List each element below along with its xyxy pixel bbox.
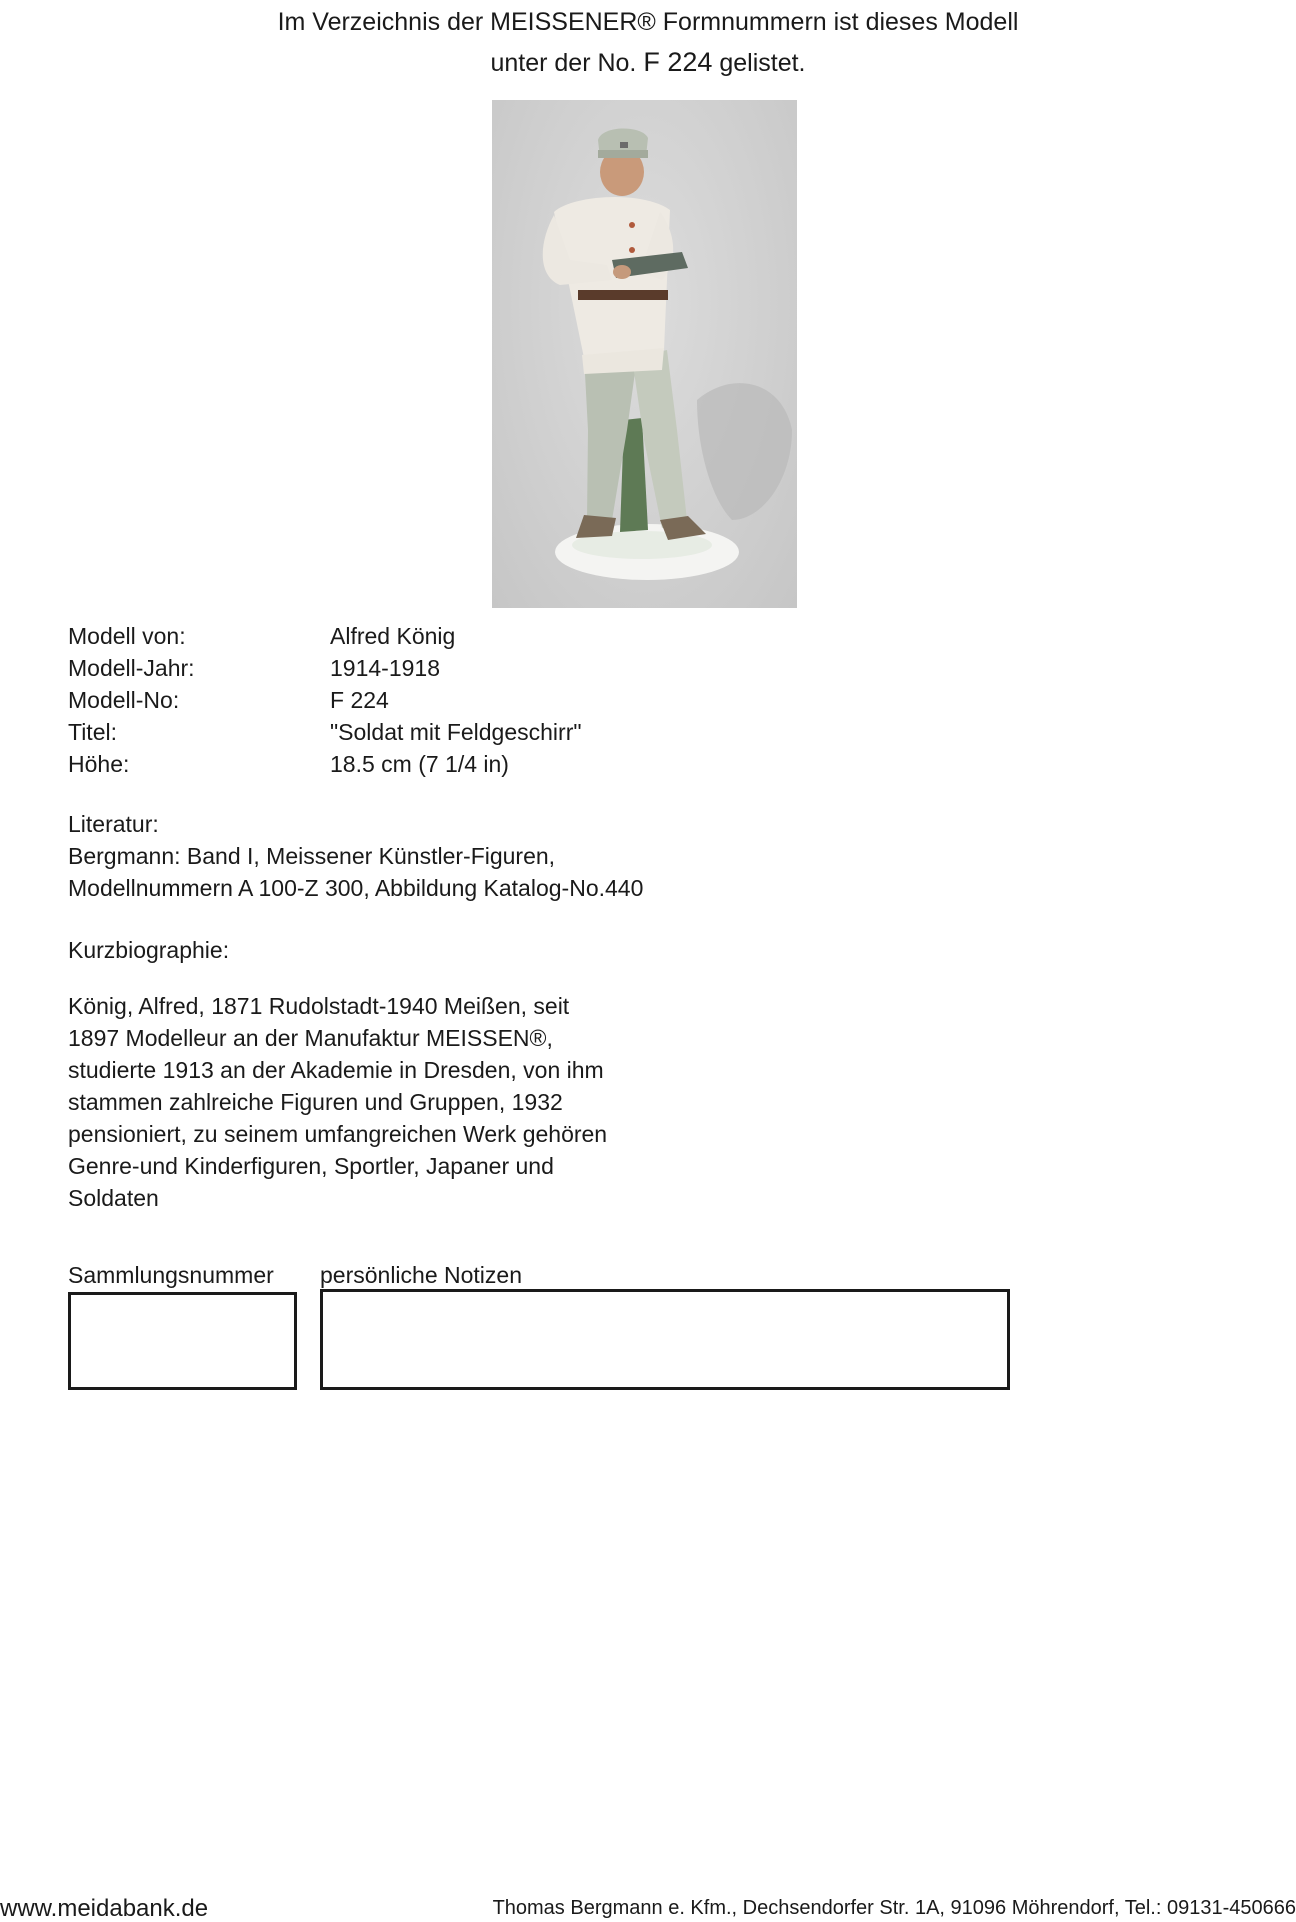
details-table bbox=[68, 620, 582, 780]
biography-text bbox=[68, 990, 628, 1214]
literature-heading: Literatur: bbox=[68, 811, 159, 837]
detail-value: "Soldat mit Feldgeschirr" bbox=[330, 719, 582, 745]
header-line-2 bbox=[0, 42, 1296, 83]
personal-notes-box[interactable] bbox=[320, 1289, 1010, 1390]
biography-line: stammen zahlreiche Figuren und Gruppen, 1932 bbox=[68, 1089, 563, 1115]
detail-value: F 224 bbox=[330, 687, 389, 713]
detail-label: Modell-No: bbox=[68, 687, 180, 713]
header-prefix: unter der No. bbox=[490, 49, 637, 77]
detail-label: Höhe: bbox=[68, 751, 130, 777]
literature-line: Bergmann: Band I, Meissener Künstler-Figuren, bbox=[68, 843, 556, 869]
collection-number-label: Sammlungsnummer bbox=[68, 1262, 274, 1288]
biography-line: Soldaten bbox=[68, 1185, 159, 1211]
biography-line: pensioniert, zu seinem umfangreichen Werk gehören bbox=[68, 1121, 608, 1147]
biography-line: Genre-und Kinderfiguren, Sportler, Japaner und bbox=[68, 1153, 554, 1179]
footer-contact: Thomas Bergmann e. Kfm., Dechsendorfer Str. 1A, 91096 Möhrendorf, Tel.: 09131-450666 bbox=[492, 1897, 1296, 1919]
biography-heading: Kurzbiographie: bbox=[68, 937, 230, 963]
detail-row-model-number bbox=[68, 684, 582, 716]
literature-text bbox=[68, 840, 768, 904]
footer-website[interactable]: www.meidabank.de bbox=[0, 1895, 209, 1922]
detail-label: Modell-Jahr: bbox=[68, 655, 195, 681]
detail-row-height bbox=[68, 748, 582, 780]
detail-value: Alfred König bbox=[330, 623, 456, 649]
biography-line: König, Alfred, 1871 Rudolstadt-1940 Meißen, seit bbox=[68, 993, 570, 1019]
biography-line: studierte 1913 an der Akademie in Dresden, von ihm bbox=[68, 1057, 604, 1083]
header-model-number: F 224 bbox=[643, 47, 713, 77]
detail-label: Modell von: bbox=[68, 623, 186, 649]
detail-value: 18.5 cm (7 1/4 in) bbox=[330, 751, 509, 777]
header bbox=[0, 2, 1296, 83]
header-line-1: Im Verzeichnis der MEISSENER® Formnummern ist dieses Modell bbox=[277, 8, 1019, 36]
literature-line: Modellnummern A 100-Z 300, Abbildung Katalog-No.440 bbox=[68, 875, 644, 901]
detail-row-title bbox=[68, 716, 582, 748]
figurine-photo bbox=[492, 100, 797, 608]
detail-row-year bbox=[68, 652, 582, 684]
detail-row-artist bbox=[68, 620, 582, 652]
detail-value: 1914-1918 bbox=[330, 655, 440, 681]
personal-notes-label: persönliche Notizen bbox=[320, 1262, 523, 1288]
detail-label: Titel: bbox=[68, 719, 117, 745]
header-suffix: gelistet. bbox=[719, 49, 806, 77]
collection-number-box[interactable] bbox=[68, 1292, 297, 1390]
biography-line: 1897 Modelleur an der Manufaktur MEISSEN®, bbox=[68, 1025, 553, 1051]
